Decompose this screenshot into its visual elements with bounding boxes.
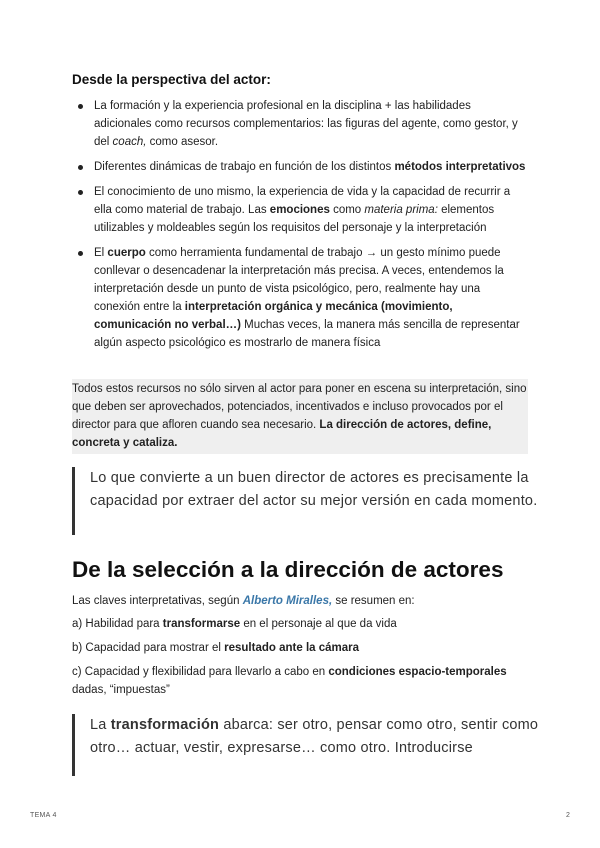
clave-bold: condiciones espacio-temporales xyxy=(328,666,507,678)
highlight-text: Todos estos recursos no sólo sirven al actor para poner en escena su interpretación, sino que deben ser aprovechados, potenciados, incentivados e incluso provocados por el director para que afloren cuando sea necesario. xyxy=(72,383,527,431)
highlight-bold-text: La dirección de actores, define, concreta y cataliza. xyxy=(72,419,492,449)
clave-text: en el personaje al que da vida xyxy=(240,618,397,630)
section-heading: Desde la perspectiva del actor: xyxy=(72,72,271,87)
bullet-text: como xyxy=(329,204,365,216)
bullet-icon xyxy=(78,104,83,109)
quote-bold: transformación xyxy=(110,717,220,733)
quote-text: abarca: ser otro, pensar como otro, sentir como otro… actuar, vestir, expresarse… como otro. Introducirse xyxy=(90,717,539,756)
bold-text: métodos interpretativos xyxy=(394,161,526,173)
italic-text: materia prima: xyxy=(364,204,438,216)
list-item xyxy=(72,158,528,176)
clave-text: a) Habilidad para xyxy=(72,618,163,630)
bullet-icon xyxy=(78,190,83,195)
section-title: De la selección a la dirección de actores xyxy=(72,557,504,582)
clave-text: dadas, “impuestas” xyxy=(72,684,170,696)
clave-a xyxy=(72,615,528,633)
bullet-text: como herramienta fundamental de trabajo → un gesto mínimo puede conllevar o desencadenar la interpretación más precisa. A veces, entendemos la interpretación desde un punto de vista psicológico, pero, realmente hay una conexión entre la xyxy=(94,247,504,313)
bullet-text: elementos utilizables y moldeables según los requisitos del personaje y la interpretación xyxy=(94,204,495,234)
list-item xyxy=(72,97,528,151)
intro-paragraph xyxy=(72,592,528,610)
bullet-text: La formación y la experiencia profesional en la disciplina + las habilidades adicionales como recursos complementarios: las figuras del agente, como gestor, y del xyxy=(94,100,518,148)
pull-quote xyxy=(72,714,546,776)
list-item xyxy=(72,244,528,352)
highlight-box xyxy=(72,379,528,454)
clave-b xyxy=(72,639,528,657)
page-number: 2 xyxy=(566,812,570,819)
clave-text: b) Capacidad para mostrar el xyxy=(72,642,225,654)
bullet-text: El xyxy=(94,247,108,259)
intro-text: se resumen en: xyxy=(332,595,415,607)
pull-quote xyxy=(72,467,546,535)
quote-text: La xyxy=(90,717,111,733)
bold-text: cuerpo xyxy=(107,247,146,259)
footer-chapter: TEMA 4 xyxy=(30,812,57,819)
bold-text: interpretación orgánica y mecánica (movimiento, comunicación no verbal…) xyxy=(94,301,453,331)
list-item xyxy=(72,183,528,237)
clave-text: c) Capacidad y flexibilidad para llevarlo a cabo en xyxy=(72,666,329,678)
bullet-list xyxy=(72,97,528,359)
quote-text: Lo que convierte a un buen director de actores es precisamente la capacidad por extraer del actor su mejor versión en cada momento. xyxy=(90,470,538,509)
bullet-icon xyxy=(78,165,83,170)
bullet-text: El conocimiento de uno mismo, la experiencia de vida y la capacidad de recurrir a ella como material de trabajo. Las xyxy=(94,186,511,216)
clave-c xyxy=(72,663,528,699)
italic-text: coach, xyxy=(112,136,147,148)
bullet-text: Muchas veces, la manera más sencilla de representar algún aspecto psicológico es mostrarlo de manera física xyxy=(94,319,520,349)
bullet-text: como asesor. xyxy=(146,136,219,148)
clave-bold: resultado ante la cámara xyxy=(224,642,360,654)
bullet-icon xyxy=(78,251,83,256)
intro-text: Las claves interpretativas, según xyxy=(72,595,243,607)
clave-bold: transformarse xyxy=(162,618,241,630)
bold-text: emociones xyxy=(269,204,330,216)
bullet-text: Diferentes dinámicas de trabajo en función de los distintos xyxy=(94,161,395,173)
author-link[interactable]: Alberto Miralles, xyxy=(242,595,333,607)
